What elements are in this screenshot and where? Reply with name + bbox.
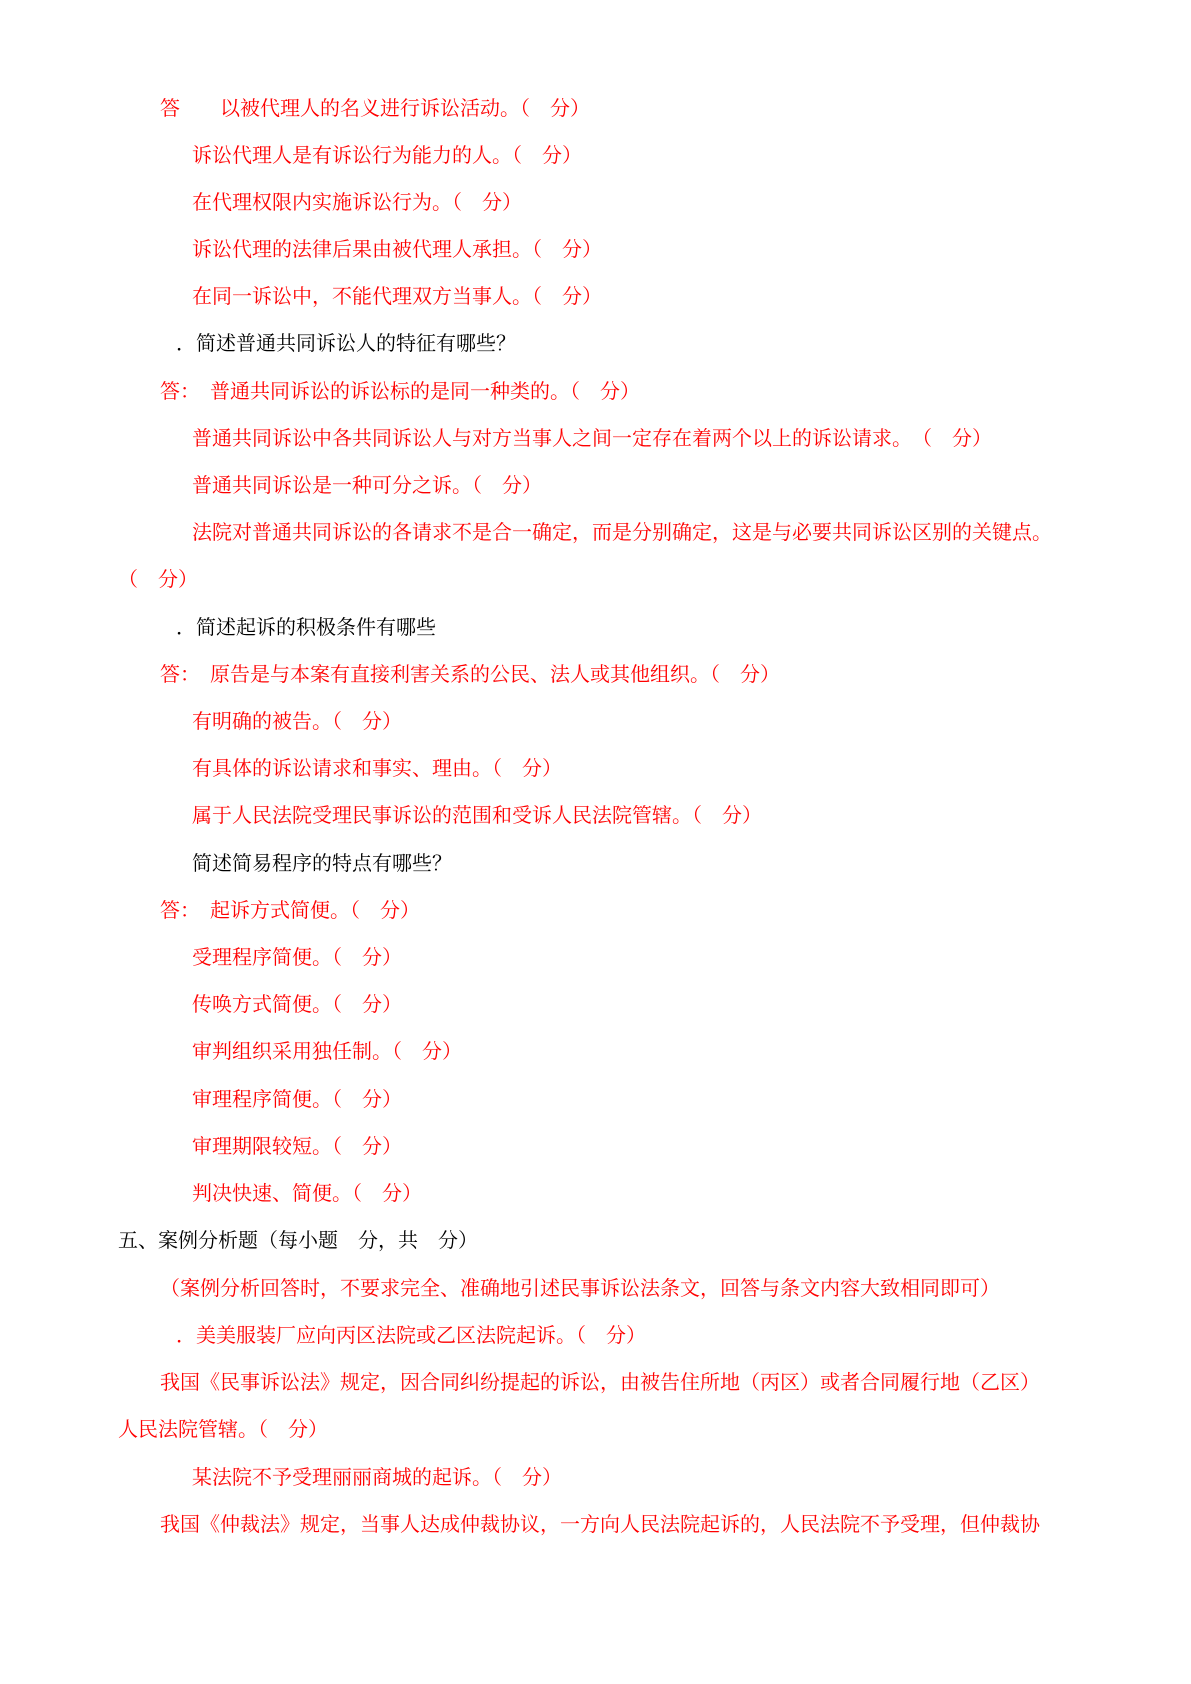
answer-line: 答： 普通共同诉讼的诉讼标的是同一种类的。（ 分）: [160, 379, 640, 403]
answer-line: 属于人民法院受理民事诉讼的范围和受诉人民法院管辖。（ 分）: [192, 803, 762, 827]
question-heading: ．简述起诉的积极条件有哪些: [176, 615, 436, 639]
answer-line-4: 诉讼代理的法律后果由被代理人承担。（ 分）: [192, 237, 602, 261]
question-heading: 简述简易程序的特点有哪些？: [192, 851, 452, 875]
answer-line: 答： 起诉方式简便。（ 分）: [160, 898, 420, 922]
answer-line-continuation: （ 分）: [118, 567, 198, 591]
note-line: （案例分析回答时，不要求完全、准确地引述民事诉讼法条文，回答与条文内容大致相同即可）: [160, 1276, 1000, 1300]
answer-line: 传唤方式简便。（ 分）: [192, 992, 402, 1016]
answer-line: 我国《仲裁法》规定，当事人达成仲裁协议，一方向人民法院起诉的，人民法院不予受理，但仲裁协: [160, 1512, 1040, 1536]
answer-line: 有明确的被告。（ 分）: [192, 709, 402, 733]
answer-line: 我国《民事诉讼法》规定，因合同纠纷提起的诉讼，由被告住所地（丙区）或者合同履行地（乙区）: [160, 1370, 1040, 1394]
answer-line: 普通共同诉讼是一种可分之诉。（ 分）: [192, 473, 542, 497]
answer-line: 审理程序简便。（ 分）: [192, 1087, 402, 1111]
answer-line: 有具体的诉讼请求和事实、理由。（ 分）: [192, 756, 562, 780]
answer-line: 审理期限较短。（ 分）: [192, 1134, 402, 1158]
answer-line: 判决快速、简便。（ 分）: [192, 1181, 422, 1205]
answer-line: 普通共同诉讼中各共同诉讼人与对方当事人之间一定存在着两个以上的诉讼请求。 （ 分）: [192, 426, 992, 450]
answer-line: 受理程序简便。（ 分）: [192, 945, 402, 969]
answer-line: 审判组织采用独任制。（ 分）: [192, 1039, 462, 1063]
answer-line: 答： 原告是与本案有直接利害关系的公民、法人或其他组织。（ 分）: [160, 662, 780, 686]
answer-line-2: 诉讼代理人是有诉讼行为能力的人。（ 分）: [192, 143, 582, 167]
answer-line-continuation: 人民法院管辖。（ 分）: [118, 1417, 328, 1441]
answer-line: ．美美服装厂应向丙区法院或乙区法院起诉。（ 分）: [176, 1323, 646, 1347]
answer-line-3: 在代理权限内实施诉讼行为。（ 分）: [192, 190, 522, 214]
answer-line: 某法院不予受理丽丽商城的起诉。（ 分）: [192, 1465, 562, 1489]
question-heading: ．简述普通共同诉讼人的特征有哪些？: [176, 331, 516, 355]
section-heading: 五、案例分析题（每小题 分，共 分）: [118, 1228, 478, 1252]
answer-line-1: 答 以被代理人的名义进行诉讼活动。（ 分）: [160, 96, 590, 120]
answer-line: 法院对普通共同诉讼的各请求不是合一确定，而是分别确定，这是与必要共同诉讼区别的关键点。: [192, 520, 1052, 544]
answer-line-5: 在同一诉讼中，不能代理双方当事人。（ 分）: [192, 284, 602, 308]
